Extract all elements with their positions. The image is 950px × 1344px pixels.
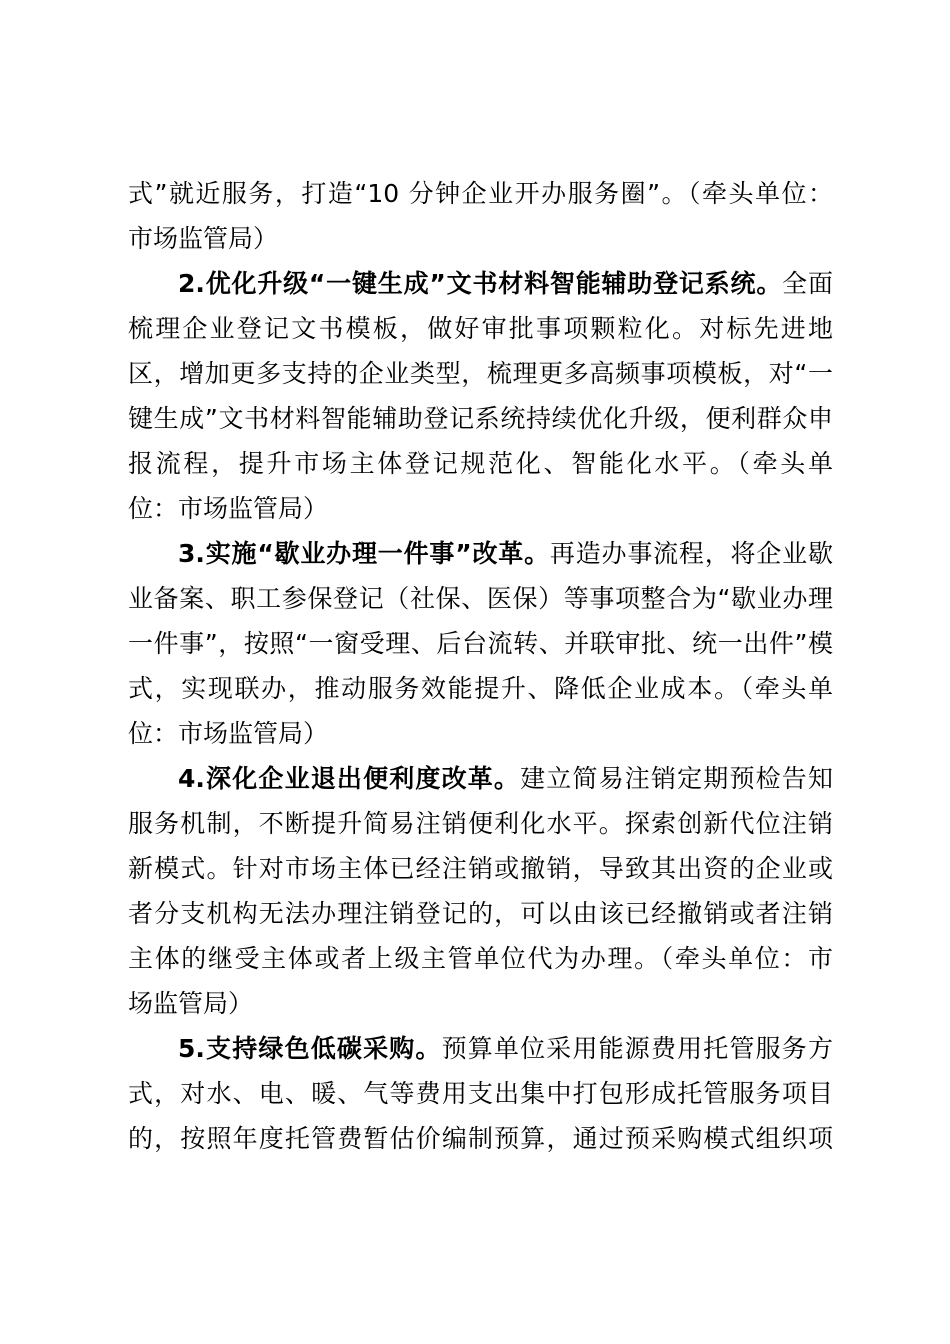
paragraph-item-5 (128, 1026, 833, 1161)
text-line: 位：市场监管局） (128, 494, 329, 523)
text-line-first (128, 1026, 833, 1071)
text-line: 一件事”，按照“一窗受理、后台流转、并联审批、统一出件”模 (128, 629, 833, 658)
text-line-first (128, 756, 833, 801)
item-heading: 2.优化升级“一键生成”文书材料智能辅助登记系统。 (178, 269, 783, 298)
text-line: 者分支机构无法办理注销登记的，可以由该已经撤销或者注销 (128, 899, 833, 928)
text-line: 报流程，提升市场主体登记规范化、智能化水平。（牵头单 (128, 449, 833, 478)
item-text: 全面 (782, 269, 833, 298)
text-line: 市场监管局） (128, 224, 279, 253)
paragraph-item-2 (128, 261, 833, 531)
item-heading: 5.支持绿色低碳采购。 (178, 1034, 442, 1063)
text-line: 新模式。针对市场主体已经注销或撤销，导致其出资的企业或 (128, 854, 833, 883)
text-line: 场监管局） (128, 989, 254, 1018)
item-text: 预算单位采用能源费用托管服务方 (441, 1034, 833, 1063)
paragraph-item-4 (128, 756, 833, 1026)
item-heading: 4.深化企业退出便利度改革。 (178, 764, 521, 793)
text-line: 键生成”文书材料智能辅助登记系统持续优化升级，便利群众申 (128, 404, 833, 433)
text-line: 梳理企业登记文书模板，做好审批事项颗粒化。对标先进地 (128, 314, 833, 343)
text-line-first (128, 531, 833, 576)
document-page (128, 171, 833, 1161)
text-line-first (128, 261, 833, 306)
item-heading: 3.实施“歇业办理一件事”改革。 (178, 539, 550, 568)
text-line: 式，实现联办，推动服务效能提升、降低企业成本。（牵头单 (128, 674, 833, 703)
text-line: 服务机制，不断提升简易注销便利化水平。探索创新代位注销 (128, 809, 833, 838)
text-line: 区，增加更多支持的企业类型，梳理更多高频事项模板，对“一 (128, 359, 833, 388)
text-line: 业备案、职工参保登记（社保、医保）等事项整合为“歇业办理 (128, 584, 833, 613)
text-line: 式”就近服务，打造“10 分钟企业开办服务圈”。（牵头单位： (128, 179, 833, 208)
text-line: 的，按照年度托管费暂估价编制预算，通过预采购模式组织项 (128, 1124, 833, 1153)
item-text: 建立简易注销定期预检告知 (520, 764, 833, 793)
paragraph-continuation (128, 171, 833, 261)
text-line: 主体的继受主体或者上级主管单位代为办理。（牵头单位：市 (128, 944, 833, 973)
text-line: 式，对水、电、暖、气等费用支出集中打包形成托管服务项目 (128, 1079, 833, 1108)
paragraph-item-3 (128, 531, 833, 756)
item-text: 再造办事流程，将企业歇 (549, 539, 833, 568)
text-line: 位：市场监管局） (128, 719, 329, 748)
